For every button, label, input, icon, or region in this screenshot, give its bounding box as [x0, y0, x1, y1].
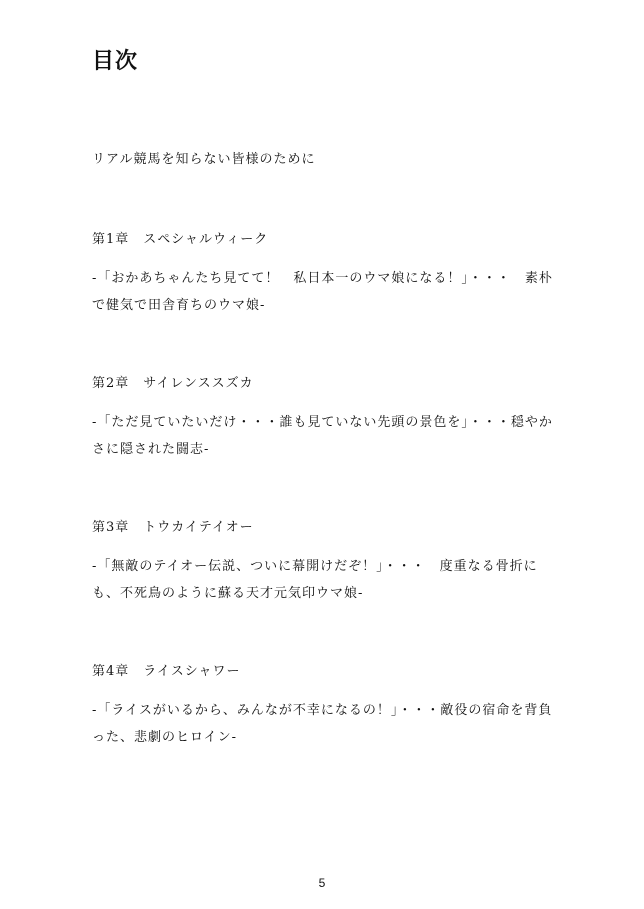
chapter-4	[92, 660, 562, 751]
intro-line: リアル競馬を知らない皆様のために	[92, 152, 316, 167]
chapter-1	[92, 228, 562, 319]
chapter-2	[92, 372, 562, 463]
chapter-heading	[92, 228, 562, 247]
chapter-name: サイレンススズカ	[143, 376, 254, 391]
chapter-description: -「おかあちゃんたち見てて！ 私日本一のウマ娘になる！」・・・ 素朴 で健気で田舎育ちのウマ娘-	[92, 271, 553, 313]
chapter-number: 第1章	[92, 232, 130, 247]
chapter-heading	[92, 372, 562, 391]
chapter-number: 第3章	[92, 520, 130, 535]
chapter-description: -「無敵のテイオー伝説、ついに幕開けだぞ！」・・・ 度重なる骨折に も、不死鳥のように蘇る天才元気印ウマ娘-	[92, 559, 538, 601]
page-number: 5	[318, 876, 326, 890]
chapter-name: スペシャルウィーク	[143, 232, 269, 247]
chapter-number: 第4章	[92, 664, 130, 679]
chapter-number: 第2章	[92, 376, 130, 391]
chapter-heading	[92, 516, 562, 535]
page-title: 目次	[92, 48, 139, 74]
chapter-3	[92, 516, 562, 607]
chapter-name: トウカイテイオー	[143, 520, 254, 535]
chapter-name: ライスシャワー	[143, 664, 241, 679]
chapter-description: -「ライスがいるから、みんなが不幸になるの！」・・・敵役の宿命を背負 った、悲劇のヒロイン-	[92, 703, 553, 745]
chapter-description: -「ただ見ていたいだけ・・・誰も見ていない先頭の景色を」・・・穏やか さに隠された闘志-	[92, 415, 553, 457]
chapter-heading	[92, 660, 562, 679]
